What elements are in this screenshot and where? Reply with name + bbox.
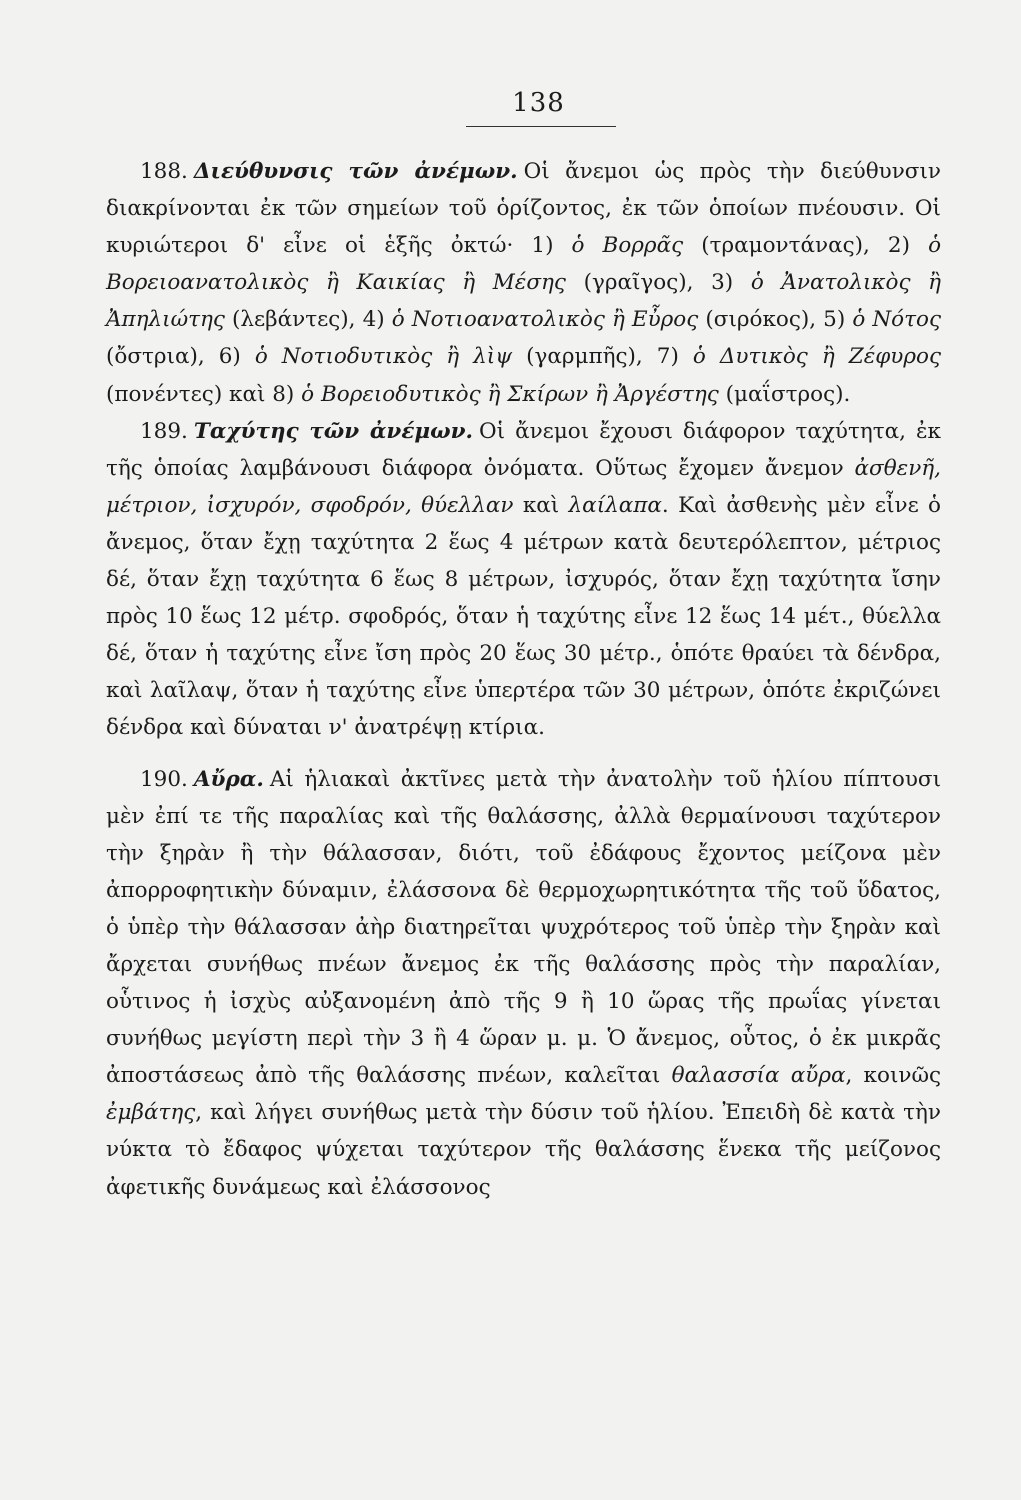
body-text: (γραῖγος), 3)	[565, 270, 751, 296]
body-text: (σιρόκος), 5)	[698, 307, 853, 333]
italic-term: ὁ Ἀνατολικὸς ἢ Ἀπηλιώτης	[106, 270, 942, 333]
body-text: (μαΐστρος).	[718, 381, 851, 407]
section-body	[106, 767, 941, 1200]
italic-term: ὁ Νοτιοδυτικὸς ἢ λὶψ	[254, 344, 513, 370]
italic-term: ὁ Βορειοανατολικὸς ἢ Καικίας ἢ Μέσης	[106, 233, 942, 296]
body-text: Αἱ ἡλιακαὶ ἀκτῖνες μετὰ τὴν ἀνατολὴν τοῦ ἡλίου πίπτουσι μὲν ἐπί τε τῆς παραλίας καὶ τῆς θαλάσσης, ἀλλὰ θερμαίνουσι ταχύτερον τὴν ξηρὰν ἢ τὴν θάλασσαν, διότι, τοῦ ἐδάφους ἔχοντος μείζονα μὲν ἀπορροφητικὴν δύναμιν, ἐλάσσονα δὲ θερμοχωρητικότητα τῆς τοῦ ὕδατος, ὁ ὑπὲρ τὴν θάλασσαν ἀὴρ διατηρεῖται ψυχρότερος τοῦ ὑπὲρ τὴν ξηρὰν καὶ ἄρχεται συνήθως πνέων ἄνεμος ἐκ τῆς θαλάσσης πρὸς τὴν παραλίαν, οὗτινος ἡ ἰσχὺς αὐξανομένη ἀπὸ τῆς 9 ἢ 10 ὥρας τῆς πρωΐας γίνεται συνήθως μεγίστη περὶ τὴν 3 ἢ 4 ὥραν μ. μ. Ὁ ἄνεμος, οὗτος, ὁ ἐκ μικρᾶς ἀποστάσεως ἀπὸ τῆς θαλάσσης πνέων, καλεῖται	[106, 766, 941, 1089]
page-number: 138	[512, 88, 565, 118]
section-body	[106, 159, 941, 407]
section-heading: Διεύθυνσις τῶν ἀνέμων.	[193, 159, 518, 184]
body-text: (ὄστρια), 6)	[106, 344, 255, 370]
body-text: , κοινῶς	[845, 1063, 942, 1089]
body-text: (γαρμπῆς), 7)	[512, 344, 693, 370]
header-rule	[466, 126, 616, 127]
section-190	[106, 761, 941, 1206]
italic-term: ὁ Νότος	[852, 307, 941, 333]
body-text: (λεβάντες), 4)	[224, 307, 392, 333]
italic-term: ἀσθενῆ, μέτριον, ἰσχυρόν, σφοδρόν, θύελλαν	[106, 455, 941, 518]
italic-term: ὁ Βορειοδυτικὸς ἢ Σκίρων ἢ Ἀργέστης	[301, 381, 719, 407]
italic-term: ὁ Δυτικὸς ἢ Ζέφυρος	[692, 344, 941, 370]
body-text: (τραμοντάνας), 2)	[683, 233, 929, 259]
section-heading: Ταχύτης τῶν ἀνέμων.	[193, 418, 474, 444]
italic-term: ὁ Νοτιοανατολικὸς ἢ Εὖρος	[391, 307, 699, 333]
body-text: (πονέντες) καὶ 8)	[106, 381, 302, 407]
body-text: . Καὶ ἀσθενὴς μὲν εἶνε ὁ ἄνεμος, ὅταν ἔχῃ ταχύτητα 2 ἕως 4 μέτρων κατὰ δευτερόλεπτον, μέτριος δέ, ὅταν ἔχῃ ταχύτητα 6 ἕως 8 μέτρων, ἰσχυρός, ὅταν ἔχῃ ταχύτητα ἴσην πρὸς 10 ἕως 12 μέτρ. σφοδρός, ὅταν ἡ ταχύτης εἶνε 12 ἕως 14 μέτ., θύελλα δέ, ὅταν ἡ ταχύτης εἶνε ἴση πρὸς 20 ἕως 30 μέτρ., ὁπότε θραύει τὰ δένδρα, καὶ λαῖλαψ, ὅταν ἡ ταχύτης εἶνε ὑπερτέρα τῶν 30 μέτρων, ὁπότε ἐκριζώνει δένδρα καὶ δύναται ν' ἀνατρέψῃ κτίρια.	[106, 492, 941, 741]
section-body	[106, 419, 941, 741]
body-text: καὶ	[513, 492, 569, 518]
italic-term: θαλασσία αὔρα	[671, 1063, 846, 1089]
section-189	[106, 413, 941, 747]
section-number: 190.	[140, 766, 188, 792]
italic-term: ἐμβάτης	[106, 1100, 196, 1126]
italic-term: ὁ Βορρᾶς	[571, 233, 684, 259]
section-number: 189.	[140, 418, 188, 444]
body-text: Οἱ ἄνεμοι ὡς πρὸς τὴν διεύθυνσιν διακρίνονται ἐκ τῶν σημείων τοῦ ὁρίζοντος, ἐκ τῶν ὁποίων πνέουσιν. Οἱ κυριώτεροι δ' εἶνε οἱ ἑξῆς ὀκτώ· 1)	[106, 159, 941, 259]
section-188	[106, 153, 941, 413]
section-number: 188.	[140, 159, 188, 184]
italic-term: λαίλαπα	[568, 492, 662, 518]
body-text: Οἱ ἄνεμοι ἔχουσι διάφορον ταχύτητα, ἐκ τῆς ὁποίας λαμβάνουσι διάφορα ὀνόματα. Οὕτως ἔχομεν ἄνεμον	[106, 418, 941, 481]
section-heading: Αὔρα.	[193, 766, 264, 792]
body-text: , καὶ λήγει συνήθως μετὰ τὴν δύσιν τοῦ ἡλίου. Ἐπειδὴ δὲ κατὰ τὴν νύκτα τὸ ἔδαφος ψύχεται ταχύτερον τῆς θαλάσσης ἕνεκα τῆς μείζονος ἀφετικῆς δυνάμεως καὶ ἐλάσσονος	[106, 1100, 941, 1200]
